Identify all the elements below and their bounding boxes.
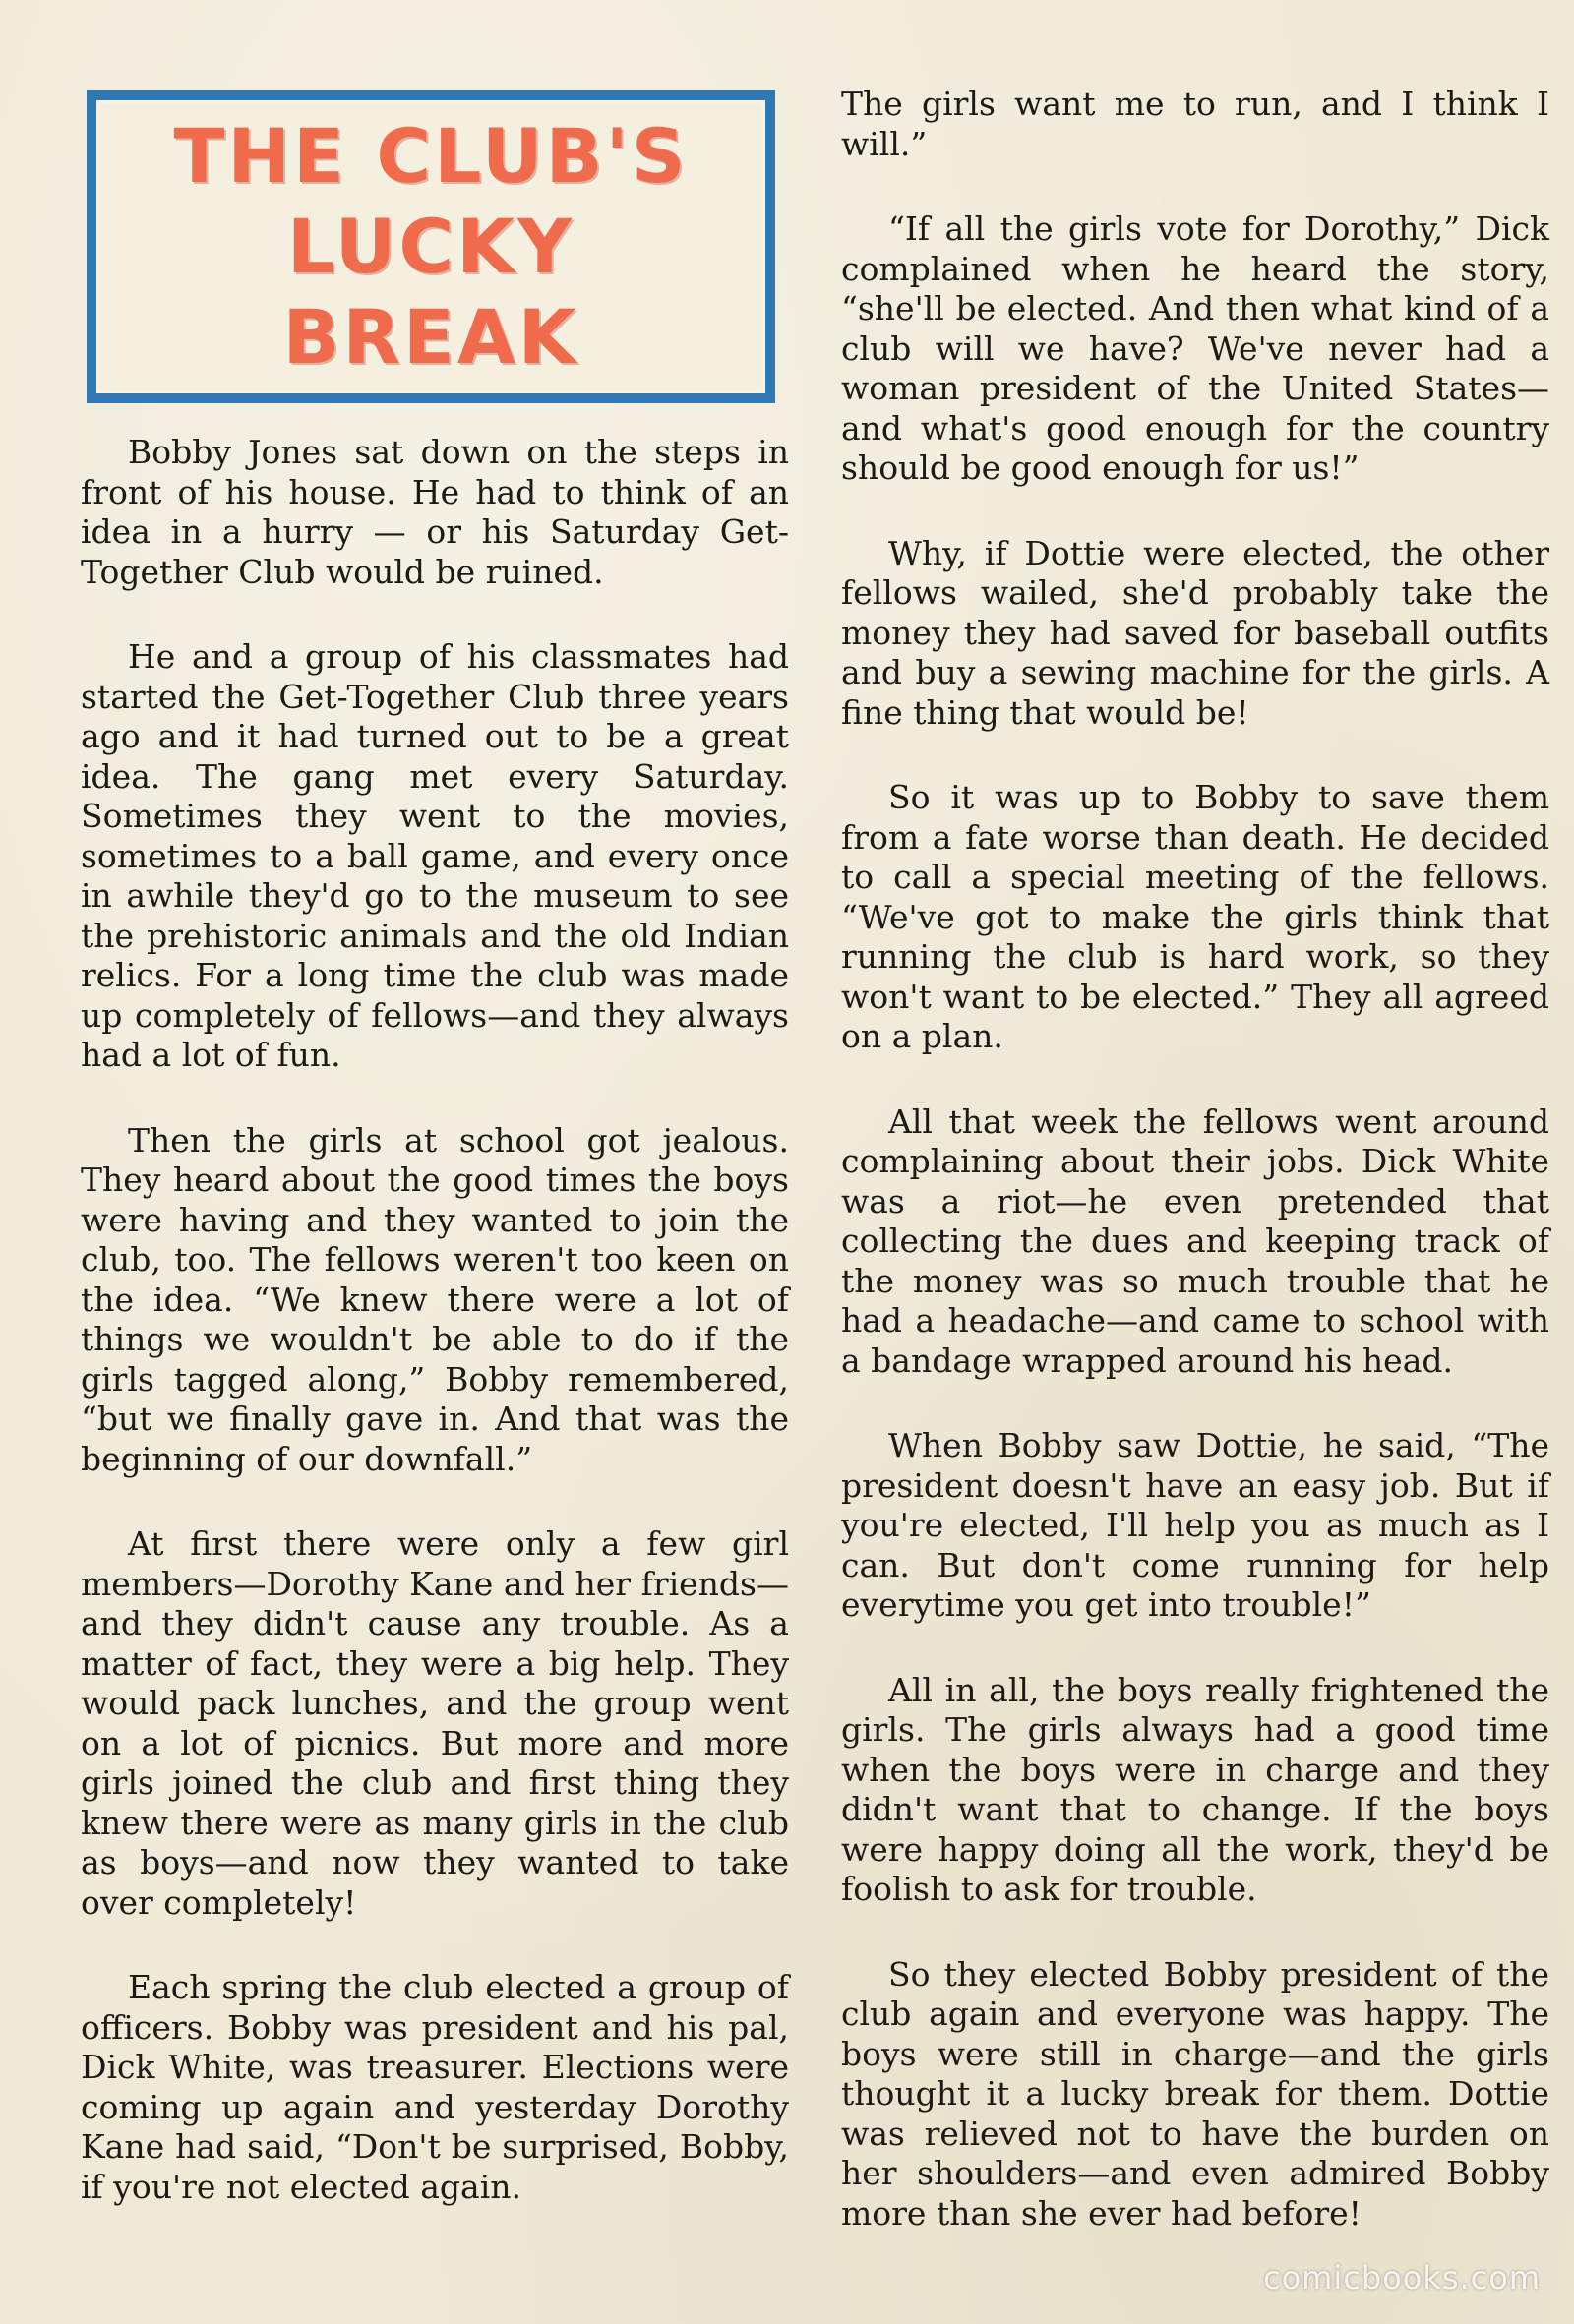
title-box	[87, 90, 775, 403]
title-line-3: BREAK	[282, 293, 579, 381]
paragraph: Each spring the club elected a group of officers. Bobby was president and his pal, Dick White, was treasurer. Elections were coming up again and yesterday Dorothy Kane had said, “Don't be surprised, Bobby, if you're not elected again.	[81, 1968, 789, 2206]
paragraph: So it was up to Bobby to save them from a fate worse than death. He decided to call a special meeting of the fellows. “We've got to make the girls think that running the club is hard work, so they won't want to be elected.” They all agreed on a plan.	[841, 778, 1549, 1055]
title-line-2: LUCKY	[286, 203, 575, 290]
paragraph: Why, if Dottie were elected, the other fellows wailed, she'd probably take the money they had saved for baseball outfits and buy a sewing machine for the girls. A fine thing that would be!	[841, 533, 1549, 732]
paragraph: When Bobby saw Dottie, he said, “The president doesn't have an easy job. But if you're elected, I'll help you as much as I can. But don't come running for help everytime you get into trouble!”	[841, 1426, 1549, 1624]
paragraph: So they elected Bobby president of the club again and everyone was happy. The boys were still in charge—and the girls thought it a lucky break for them. Dottie was relieved not to have the burden on her shoulders—and even admired Bobby more than she ever had before!	[841, 1954, 1549, 2233]
paragraph: Bobby Jones sat down on the steps in front of his house. He had to think of an idea in a hurry — or his Saturday Get-Together Club would be ruined.	[81, 433, 789, 591]
title-line-1: THE CLUB'S	[173, 112, 689, 200]
paragraph: All that week the fellows went around complaining about their jobs. Dick White was a riot—he even pretended that collecting the dues and keeping track of the money was so much trouble that he had a headache—and came to school with a bandage wrapped around his head.	[841, 1102, 1549, 1380]
watermark: comicbooks.com	[1262, 2259, 1541, 2296]
title-panel	[96, 100, 765, 393]
paragraph: Then the girls at school got jealous. They heard about the good times the boys were having and they wanted to join the club, too. The fellows weren't too keen on the idea. “We knew there were a lot of things we wouldn't be able to do if the girls tagged along,” Bobby remembered, “but we finally gave in. And that was the beginning of our downfall.”	[81, 1120, 789, 1478]
paragraph-continuation: The girls want me to run, and I think I will.”	[841, 85, 1549, 163]
paragraph: At first there were only a few girl members—Dorothy Kane and her friends—and they didn't cause any trouble. As a matter of fact, they were a big help. They would pack lunches, and the group went on a lot of picnics. But more and more girls joined the club and first thing they knew there were as many girls in the club as boys—and now they wanted to take over completely!	[81, 1524, 789, 1922]
paragraph: “If all the girls vote for Dorothy,” Dick complained when he heard the story, “she'll be elected. And then what kind of a club will we have? We've never had a woman president of the United States—and what's good enough for the country should be good enough for us!”	[841, 209, 1549, 487]
paragraph: He and a group of his classmates had started the Get-Together Club three years ago and it had turned out to be a great idea. The gang met every Saturday. Sometimes they went to the movies, sometimes to a ball game, and every once in awhile they'd go to the museum to see the prehistoric animals and the old Indian relics. For a long time the club was made up completely of fellows—and they always had a lot of fun.	[81, 637, 789, 1074]
right-column	[841, 85, 1549, 2279]
paragraph: All in all, the boys really frightened the girls. The girls always had a good time when the boys were in charge and they didn't want that to change. If the boys were happy doing all the work, they'd be foolish to ask for trouble.	[841, 1670, 1549, 1908]
left-column	[81, 433, 789, 2252]
